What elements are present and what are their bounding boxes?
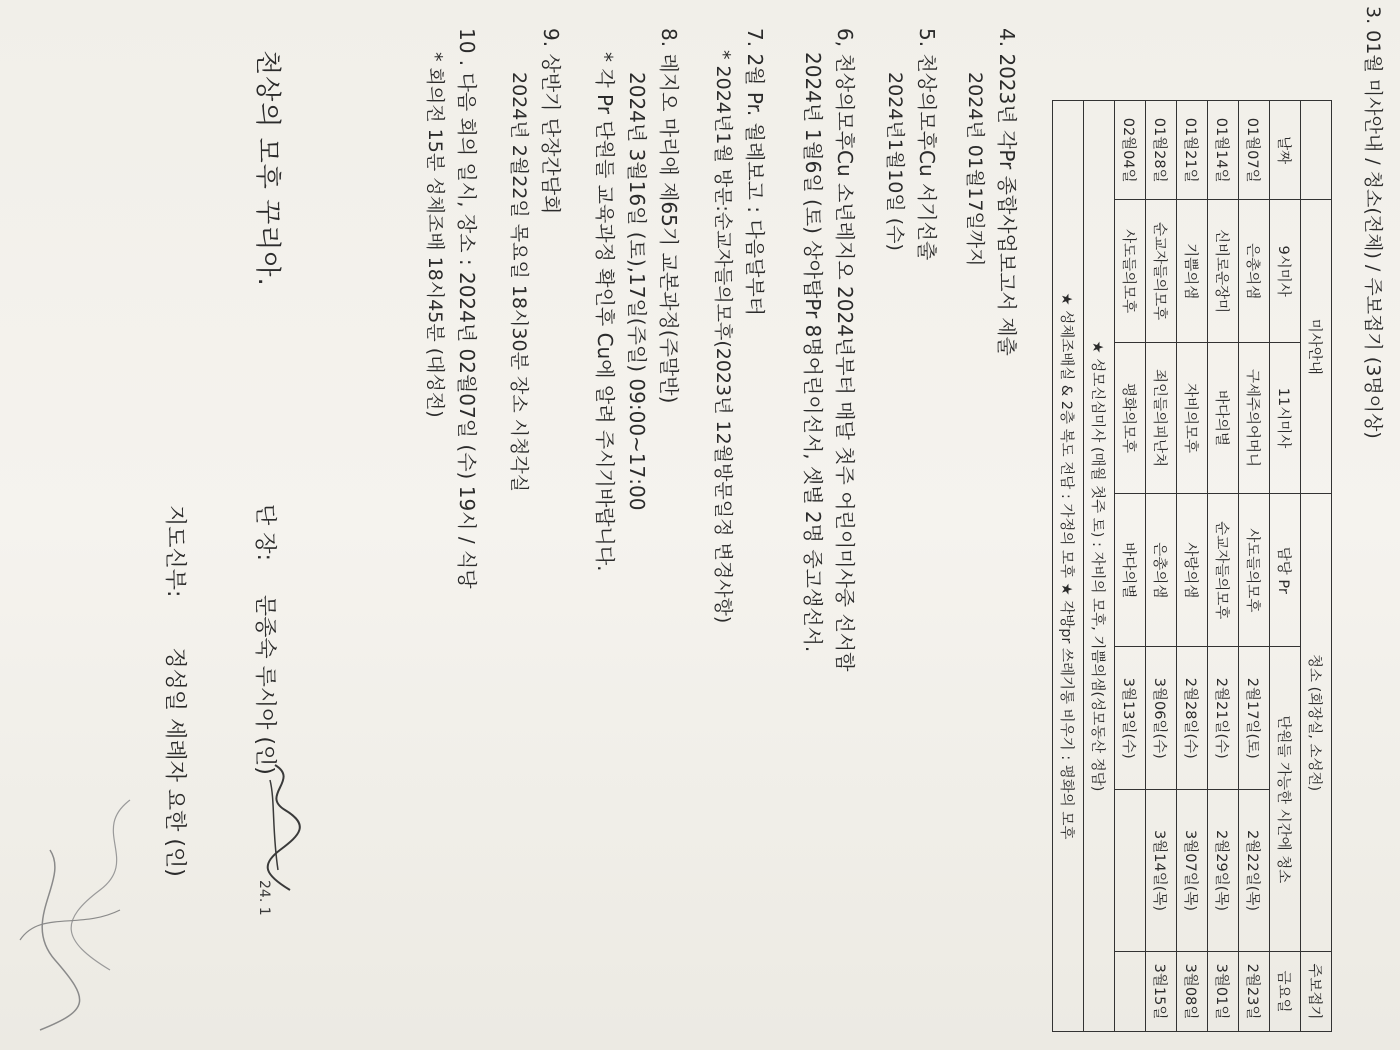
cell-date: 02월04일 xyxy=(1115,101,1146,200)
cell-friday: 2월23일 xyxy=(1239,952,1270,1032)
cell-pr: 사랑의샘 xyxy=(1177,494,1208,647)
item10-title: 10 . 다음 회의 일시, 장소 : 2024년 02월07일 (수) 19시 / 식당 xyxy=(455,28,479,589)
director-signature-row xyxy=(161,505,192,877)
header-date: 날짜 xyxy=(1270,101,1301,200)
item8-detail2: * 각 Pr 단원들 교육과정 확인후 Cu에 알려 주시기바랍니다. xyxy=(593,52,617,572)
cell-pr: 사도들의모후 xyxy=(1239,494,1270,647)
item8-title: 8. 레지오 마리애 제65기 교본과정(주말반) xyxy=(657,28,681,404)
cell-mass9: 은총의샘 xyxy=(1239,200,1270,343)
note-marian-mass: ★ 성모신심미사 (매월 첫주 토) : 자비의 모후, 기쁨의샘(성모동산 정담) xyxy=(1084,101,1115,1032)
note-adoration-duty: ★ 성체조배실 & 2층 복도 전담 : 가정의 모후 ★ 각방pr 쓰레기통 비우기 : 평화의 모후 xyxy=(1053,101,1084,1032)
cell-pr: 순교자들의모후 xyxy=(1208,494,1239,647)
cell-friday xyxy=(1115,952,1146,1032)
closing-title: 천상의 모후 꾸리아. xyxy=(252,50,282,287)
cell-mass9: 사도들의모후 xyxy=(1115,200,1146,343)
cell-pr: 은총의샘 xyxy=(1146,494,1177,647)
item9-title: 9. 상반기 단장간담회 xyxy=(539,28,563,215)
header-available: 단원들 가능한 시간에 청소 xyxy=(1270,647,1301,952)
cell-clean-date1: 2월17일(토) xyxy=(1239,647,1270,790)
cell-clean-date2: 2월22일(목) xyxy=(1239,790,1270,952)
table-row xyxy=(1208,101,1239,1032)
item10-detail: * 회의전 15분 성체조배 18시45분 (대성전) xyxy=(424,52,446,418)
leader-label: 단 장: xyxy=(252,504,277,561)
cell-date: 01월14일 xyxy=(1208,101,1239,200)
cell-mass9: 기쁨의샘 xyxy=(1177,200,1208,343)
item7-title: 7. 2월 Pr. 월례보고 : 다음달부터 xyxy=(743,28,767,316)
item7-detail: * 2024년1월 방문:순교자들의모후(2023년 12월방문일정 변경사항) xyxy=(712,50,734,624)
handwritten-date: 24. 1 xyxy=(256,880,272,916)
cell-friday: 3월01일 xyxy=(1208,952,1239,1032)
table-note-row xyxy=(1084,101,1115,1032)
table-row xyxy=(1146,101,1177,1032)
cell-clean-date2: 3월07일(목) xyxy=(1177,790,1208,952)
cell-mass9: 순교자들의모후 xyxy=(1146,200,1177,343)
cell-clean-date2: 3월14일(목) xyxy=(1146,790,1177,952)
table-group-header-row xyxy=(1301,101,1332,1032)
cell-friday: 3월08일 xyxy=(1177,952,1208,1032)
item8-detail1: 2024년 3월16일 (토),17일(주일) 09:00~17:00 xyxy=(625,72,649,511)
cell-friday: 3월15일 xyxy=(1146,952,1177,1032)
leader-signature-row xyxy=(251,504,282,775)
table-row xyxy=(1239,101,1270,1032)
cell-clean-date1: 2월28일(수) xyxy=(1177,647,1208,790)
faint-handwriting-marks xyxy=(10,790,150,1040)
cell-mass11: 바다의별 xyxy=(1208,342,1239,493)
header-bulletin-group: 주보접기 xyxy=(1301,952,1332,1032)
header-pr: 담당 Pr xyxy=(1270,494,1301,647)
header-mass-group: 미사안내 xyxy=(1301,200,1332,494)
item6-title: 6, 천상의모후Cu 소년레지오 2024년부터 매달 첫주 어린이미사중 선서함 xyxy=(833,28,857,672)
table-column-header-row xyxy=(1270,101,1301,1032)
cell-clean-date1: 3월06일(수) xyxy=(1146,647,1177,790)
cell-date: 01월21일 xyxy=(1177,101,1208,200)
item3-heading: 3. 01월 미사안내 / 청소(전체) / 주보접기 (3명이상) xyxy=(1362,6,1384,439)
cell-mass11: 자비의모후 xyxy=(1177,342,1208,493)
cell-date: 01월28일 xyxy=(1146,101,1177,200)
cell-clean-date1: 2월21일(수) xyxy=(1208,647,1239,790)
cell-pr: 바다의별 xyxy=(1115,494,1146,647)
item6-detail: 2024년 1월6일 (토) 상아탑Pr 8명어린이선서, 셋별 2명 중고생선서. xyxy=(801,52,825,653)
cell-date: 01월07일 xyxy=(1239,101,1270,200)
table-row xyxy=(1115,101,1146,1032)
director-name: 정성일 세례자 요한 (인) xyxy=(162,647,187,877)
cell-mass11: 죄인들의피난처 xyxy=(1146,342,1177,493)
cell-clean-date2: 2월29일(목) xyxy=(1208,790,1239,952)
schedule-table xyxy=(1052,100,1332,1032)
table-note-row xyxy=(1053,101,1084,1032)
cell-mass11: 평화의모후 xyxy=(1115,342,1146,493)
table-row xyxy=(1177,101,1208,1032)
cell-mass11: 구세주의어머니 xyxy=(1239,342,1270,493)
handwritten-signature xyxy=(250,760,320,940)
header-blank xyxy=(1301,101,1332,200)
item4-title: 4. 2023년 각Pr 종합사업보고서 제출 xyxy=(995,28,1019,356)
leader-name: 문종숙 루시아 (인) xyxy=(252,594,277,775)
header-cleaning-group: 청소 (회장실, 소성전) xyxy=(1301,494,1332,952)
cell-clean-date2 xyxy=(1115,790,1146,952)
director-label: 지도신부: xyxy=(162,505,187,598)
header-mass9: 9시미사 xyxy=(1270,200,1301,343)
item5-detail: 2024년1월10일 (수) xyxy=(884,72,906,251)
cell-clean-date1: 3월13일(수) xyxy=(1115,647,1146,790)
item5-title: 5. 천상의모후Cu 서기선출 xyxy=(915,28,939,261)
header-mass11: 11시미사 xyxy=(1270,342,1301,493)
header-friday: 금요일 xyxy=(1270,952,1301,1032)
item9-detail: 2024년 2월22일 목요일 18시30분 장소 시청각실 xyxy=(508,72,530,493)
cell-mass9: 신비로운장미 xyxy=(1208,200,1239,343)
item4-detail: 2024년 01월17일까지 xyxy=(964,72,986,267)
